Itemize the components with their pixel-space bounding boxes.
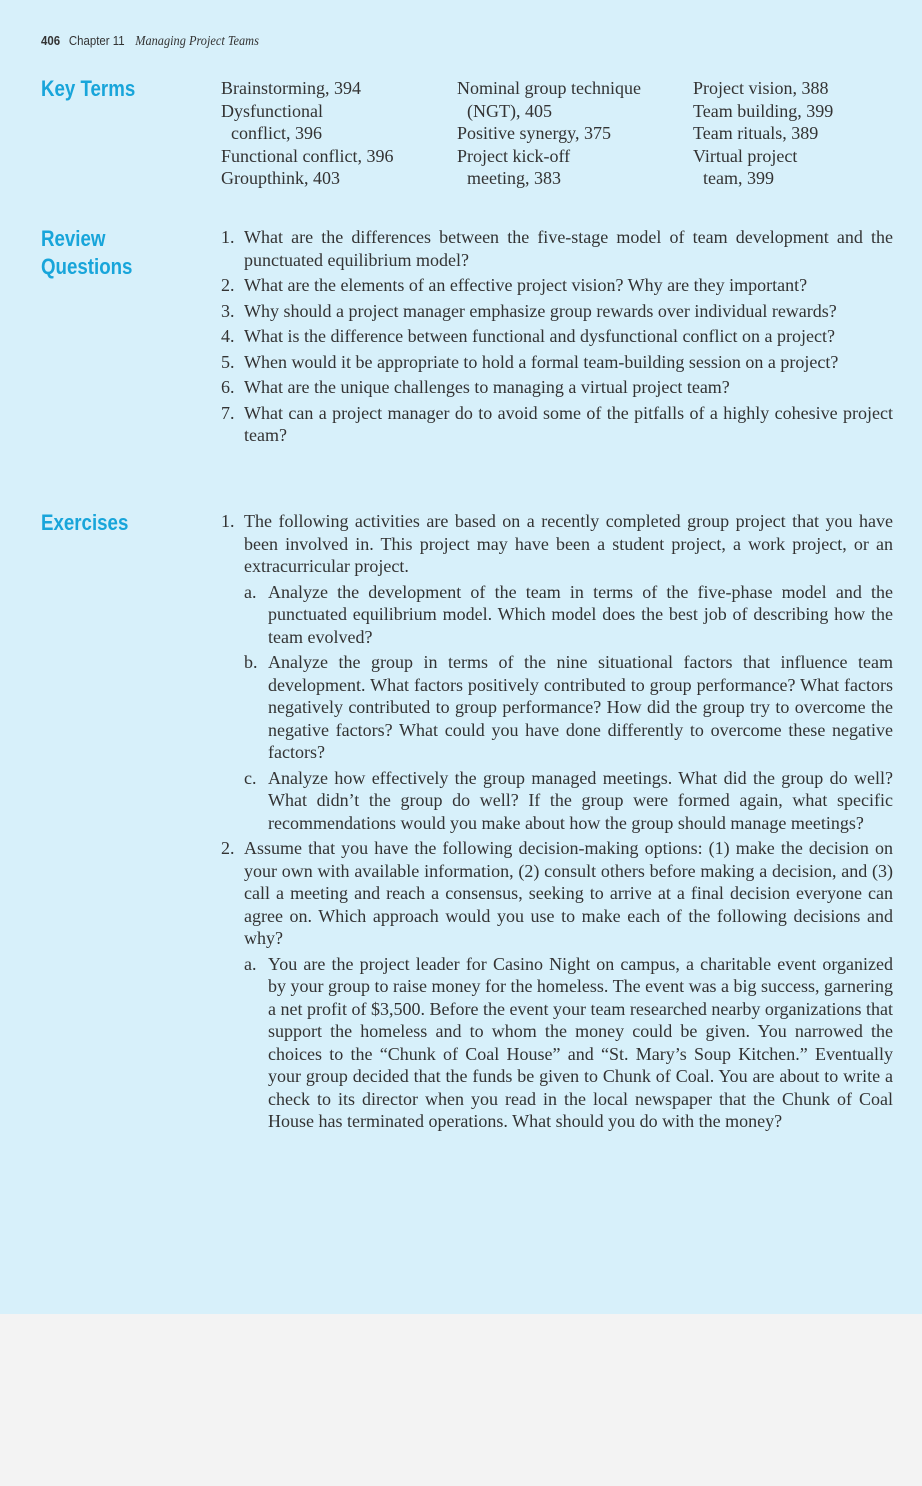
review-questions-list [221, 226, 893, 450]
chapter-label: Chapter 11 [68, 33, 125, 48]
exercise-subitem [244, 581, 893, 649]
question-text: Why should a project manager emphasize group rewards over individual rewards? [244, 300, 837, 321]
item-number: 3. [221, 300, 235, 321]
heading-line: Review [41, 226, 106, 251]
key-terms-column-1 [221, 77, 446, 190]
key-term: Brainstorming, 394 [221, 78, 361, 98]
exercise-subitem [244, 651, 893, 764]
key-terms-column-2 [457, 77, 672, 190]
item-number: 2. [221, 275, 235, 295]
item-number: 2. [221, 838, 235, 858]
key-terms-column-3 [693, 77, 893, 190]
subitem-text: Analyze how effectively the group managed meetings. What did the group do well? What didn’t the group do well? If the group were formed again, what specific recommendations would you make about how the group should manage meetings? [268, 767, 893, 833]
item-letter: a. [244, 953, 257, 974]
question-text: What are the elements of an effective project vision? Why are they important? [244, 275, 808, 295]
item-number: 4. [221, 326, 235, 346]
exercise-text: The following activities are based on a recently completed group project that you have been involved in. This project may have been a student project, a work project, or an extracurricular project. [244, 511, 893, 576]
item-number: 1. [221, 511, 235, 531]
exercises-list [221, 510, 893, 1136]
exercise-text: Assume that you have the following decision-making options: (1) make the decision on your own with available information, (2) consult others before making a decision, and (3) call a meeting and reach a consensus, seeking to arrive at a final decision everyone can agree on. Which approach would you use to make each of the following decisions and why? [244, 838, 893, 948]
item-letter: b. [244, 652, 258, 672]
item-number: 7. [221, 402, 235, 423]
question-text: When would it be appropriate to hold a formal team-building session on a project? [244, 351, 839, 372]
review-question [221, 226, 893, 271]
exercise-subitem [244, 767, 893, 835]
review-question [221, 325, 893, 348]
key-term: Team rituals, 389 [693, 123, 819, 143]
exercise [221, 837, 893, 950]
page-number: 406 [41, 33, 61, 48]
review-question [221, 376, 893, 399]
review-question [221, 300, 893, 323]
running-header [41, 33, 259, 50]
key-term: Virtual project team, 399 [693, 145, 798, 188]
question-text: What are the differences between the five-stage model of team development and the punctuated equilibrium model? [244, 227, 893, 270]
exercises-heading: Exercises [41, 510, 129, 535]
item-number: 1. [221, 227, 235, 247]
question-text: What is the difference between functional and dysfunctional conflict on a project? [244, 326, 835, 346]
review-questions-heading [41, 225, 132, 281]
review-question [221, 351, 893, 374]
key-term: Functional conflict, 396 [221, 145, 394, 166]
exercise [221, 510, 893, 578]
key-term: Positive synergy, 375 [457, 123, 612, 143]
key-terms-heading: Key Terms [41, 76, 136, 101]
key-term: Nominal group technique (NGT), 405 [457, 78, 641, 121]
exercise-subitem [244, 953, 893, 1133]
subitem-text: Analyze the group in terms of the nine situational factors that influence team development. What factors positively contributed to group performance? What factors negatively contributed to group performance? How did the group try to overcome the negative factors? What could you have done differently to overcome these negative factors? [268, 652, 893, 762]
question-text: What are the unique challenges to managing a virtual project team? [244, 377, 730, 397]
key-term: Team building, 399 [693, 100, 834, 121]
key-term: Groupthink, 403 [221, 168, 340, 188]
review-question [221, 274, 893, 297]
subitem-text: Analyze the development of the team in terms of the five-phase model and the punctuated equilibrium model. Which model does the best job of describing how the team evolved? [268, 581, 893, 647]
subitem-text: You are the project leader for Casino Night on campus, a charitable event organized by your group to raise money for the homeless. The event was a big success, garnering a net profit of $3,500. Before the event your team researched nearby organizations that support the homeless and to whom the money could be given. You narrowed the choices to the “Chunk of Coal House” and “St. Mary’s Soup Kitchen.” Eventually your group decided that the funds be given to Chunk of Coal. You are about to write a check to its director when you read in the local newspaper that the Chunk of Coal House has terminated operations. What should you do with the money? [268, 953, 893, 1131]
item-letter: a. [244, 581, 257, 602]
question-text: What can a project manager do to avoid some of the pitfalls of a highly cohesive project team? [244, 402, 893, 445]
review-question [221, 402, 893, 447]
chapter-title: Managing Project Teams [135, 34, 259, 49]
item-number: 5. [221, 351, 235, 372]
heading-line: Questions [41, 254, 133, 279]
item-letter: c. [244, 767, 257, 788]
key-term: Project kick-off meeting, 383 [457, 145, 571, 188]
item-number: 6. [221, 377, 235, 397]
key-term: Dysfunctional conflict, 396 [221, 100, 323, 143]
key-term: Project vision, 388 [693, 78, 829, 98]
